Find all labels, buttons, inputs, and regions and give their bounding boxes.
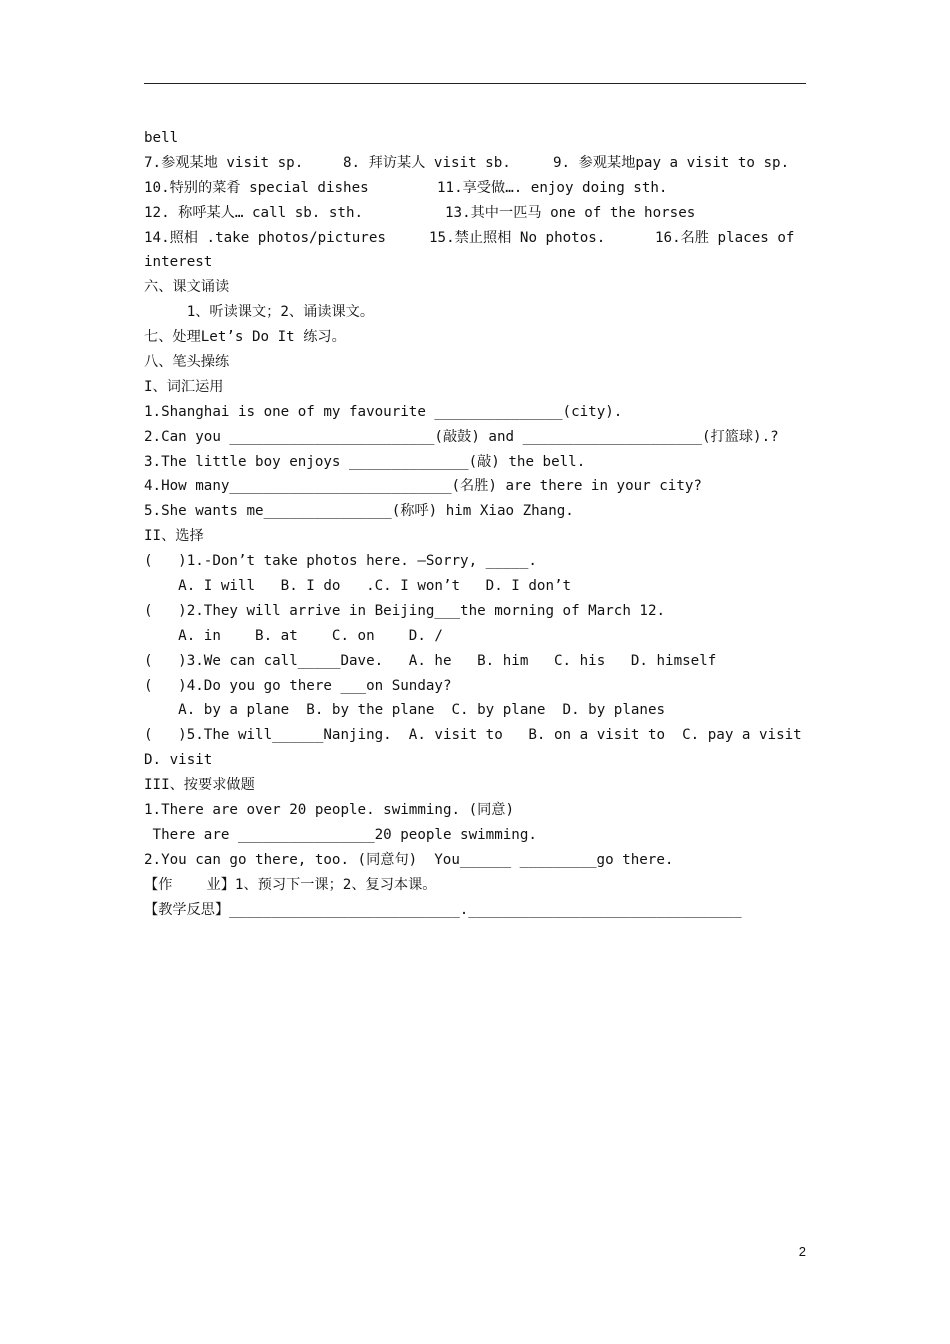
answer-options: A. in B. at C. on D. / xyxy=(144,627,443,644)
vocab-line-10-11 xyxy=(144,176,812,201)
vocab-line-12-13 xyxy=(144,201,812,226)
vocab-item-12: 12. 称呼某人… call sb. sth. xyxy=(144,204,364,221)
text-line: bell xyxy=(144,130,179,146)
exercise-item: There are ________________20 people swimming. xyxy=(144,826,537,843)
subsection-heading: III、按要求做题 xyxy=(144,777,255,794)
text-line: interest xyxy=(144,254,213,271)
answer-options: D. visit xyxy=(144,752,213,769)
vocab-item-8: 8. 拜访某人 visit sb. xyxy=(343,154,511,171)
question-item: ( )3.We can call_____Dave. A. he B. him C. his D. himself xyxy=(144,652,717,669)
answer-options: A. I will B. I do .C. I won’t D. I don’t xyxy=(144,578,572,595)
question-item: ( )4.Do you go there ___on Sunday? xyxy=(144,677,452,694)
section-heading: 八、笔头操练 xyxy=(144,354,230,371)
exercise-item: 2.Can you ________________________(敲鼓) and _____________________(打篮球).? xyxy=(144,428,779,445)
vocab-line-14-16 xyxy=(144,226,812,251)
page-number: 2 xyxy=(798,1244,806,1259)
header-rule xyxy=(144,83,806,84)
vocab-item-16: 16.名胜 places of xyxy=(655,229,795,246)
exercise-item: 5.She wants me_______________(称呼) him Xiao Zhang. xyxy=(144,503,574,520)
exercise-item: 1.There are over 20 people. swimming. (同意) xyxy=(144,802,515,819)
subsection-heading: I、词汇运用 xyxy=(144,378,224,395)
section-heading: 六、课文诵读 xyxy=(144,279,230,296)
reflection-line: 【教学反思】___________________________.________________________________ xyxy=(144,901,742,918)
section-heading: 七、处理Let’s Do It 练习。 xyxy=(144,329,346,346)
exercise-item: 3.The little boy enjoys ______________(敲) the bell. xyxy=(144,453,586,470)
answer-options: A. by a plane B. by the plane C. by plane D. by planes xyxy=(144,702,666,719)
vocab-item-9: 9. 参观某地pay a visit to sp. xyxy=(553,154,790,171)
question-item: ( )1.-Don’t take photos here. –Sorry, _____. xyxy=(144,553,537,570)
text-line: 1、听读课文；2、诵读课文。 xyxy=(144,304,375,321)
subsection-heading: II、选择 xyxy=(144,528,204,545)
vocab-item-10: 10.特别的菜肴 special dishes xyxy=(144,179,369,196)
exercise-item: 4.How many__________________________(名胜) are there in your city? xyxy=(144,478,702,495)
vocab-item-14: 14.照相 .take photos/pictures xyxy=(144,229,386,246)
vocab-item-7: 7.参观某地 visit sp. xyxy=(144,154,304,171)
question-item: ( )2.They will arrive in Beijing___the morning of March 12. xyxy=(144,602,666,619)
exercise-item: 1.Shanghai is one of my favourite _______________(city). xyxy=(144,403,623,420)
vocab-item-11: 11.享受做…. enjoy doing sth. xyxy=(437,179,668,196)
exercise-item: 2.You can go there, too. (同意句) You______ _________go there. xyxy=(144,851,674,868)
document-body xyxy=(144,126,812,923)
homework-line: 【作 业】1、预习下一课；2、复习本课。 xyxy=(144,876,437,893)
vocab-item-13: 13.其中一匹马 one of the horses xyxy=(445,204,696,221)
question-item: ( )5.The will______Nanjing. A. visit to B. on a visit to C. pay a visit xyxy=(144,727,802,744)
vocab-line-7-9 xyxy=(144,151,812,176)
vocab-item-15: 15.禁止照相 No photos. xyxy=(429,229,606,246)
